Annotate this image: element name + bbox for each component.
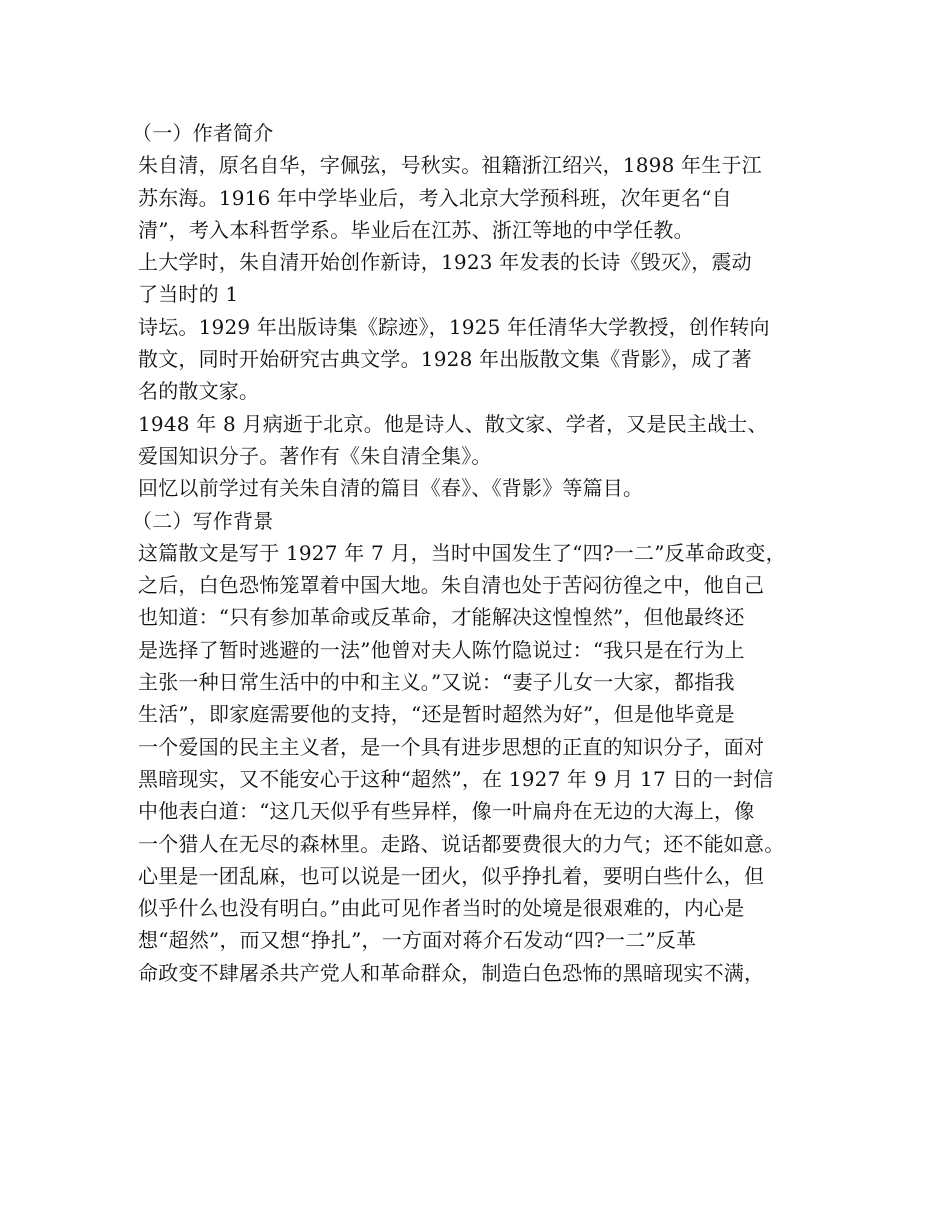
text-line: 1948 年 8 月病逝于北京。他是诗人、散文家、学者，又是民主战士、	[138, 411, 768, 436]
section-heading-background: （二）写作背景	[132, 508, 274, 533]
paragraph-recall	[138, 472, 818, 504]
paragraph-background	[138, 537, 818, 989]
section-heading-author: （一）作者简介	[132, 121, 274, 145]
text-line: 中他表白道：“这几天似乎有些异样，像一叶扁舟在无边的大海上，像	[138, 799, 755, 824]
text-line: 似乎什么也没有明白。”由此可见作者当时的处境是很艰难的，内心是	[138, 896, 745, 921]
text-line: 名的散文家。	[138, 379, 260, 404]
text-line: 心里是一团乱麻，也可以说是一团火，似乎挣扎着，要明白些什么，但	[138, 863, 765, 888]
text-line: 散文，同时开始研究古典文学。1928 年出版散文集《背影》，成了著	[138, 347, 752, 372]
text-line: 清”，考入本科哲学系。毕业后在江苏、浙江等地的中学任教。	[138, 217, 694, 242]
text-line: 生活”，即家庭需要他的支持，“还是暂时超然为好”，但是他毕竟是	[138, 702, 735, 727]
text-line: 一个猎人在无尽的森林里。走路、说话都要费很大的力气；还不能如意。	[138, 831, 785, 856]
text-line: 之后，白色恐怖笼罩着中国大地。朱自清也处于苦闷彷徨之中，他自己	[138, 573, 765, 598]
text-line: 了当时的 1	[138, 282, 239, 307]
document-page	[132, 117, 818, 989]
text-line: 上大学时，朱自清开始创作新诗，1923 年发表的长诗《毁灭》，震动	[138, 250, 752, 275]
text-line: 这篇散文是写于 1927 年 7 月，当时中国发生了“四?一二”反革命政变，	[138, 540, 786, 565]
text-line: 爱国知识分子。著作有《朱自清全集》。	[138, 443, 492, 468]
text-line: 诗坛。1929 年出版诗集《踪迹》，1925 年任清华大学教授，创作转向	[138, 314, 770, 339]
text-line: 想“超然”，而又想“挣扎”，一方面对蒋介石发动“四?一二”反革	[138, 928, 697, 953]
text-line: 黑暗现实，又不能安心于这种“超然”，在 1927 年 9 月 17 日的一封信	[138, 766, 774, 791]
text-line: 回忆以前学过有关朱自清的篇目《春》、《背影》等篇目。	[138, 476, 644, 501]
text-line: 也知道：“只有参加革命或反革命，才能解决这惶惶然”，但他最终还	[138, 605, 745, 630]
text-line: 主张一种日常生活中的中和主义。”又说：“妻子儿女一大家，都指我	[138, 670, 735, 695]
text-line: 是选择了暂时逃避的一法”他曾对夫人陈竹隐说过：“我只是在行为上	[138, 637, 745, 662]
text-line: 一个爱国的民主主义者，是一个具有进步思想的正直的知识分子，面对	[138, 734, 765, 759]
text-line: 苏东海。1916 年中学毕业后，考入北京大学预科班，次年更名“自	[138, 185, 732, 210]
paragraph-death	[138, 408, 818, 473]
paragraph-poetry-circle	[138, 311, 818, 408]
paragraph-author-bio	[138, 149, 818, 246]
paragraph-poetry-start	[138, 246, 818, 311]
text-line: 命政变不肆屠杀共产党人和革命群众，制造白色恐怖的黑暗现实不满，	[138, 960, 765, 985]
text-line: 朱自清，原名自华，字佩弦，号秋实。祖籍浙江绍兴，1898 年生于江	[138, 153, 762, 178]
